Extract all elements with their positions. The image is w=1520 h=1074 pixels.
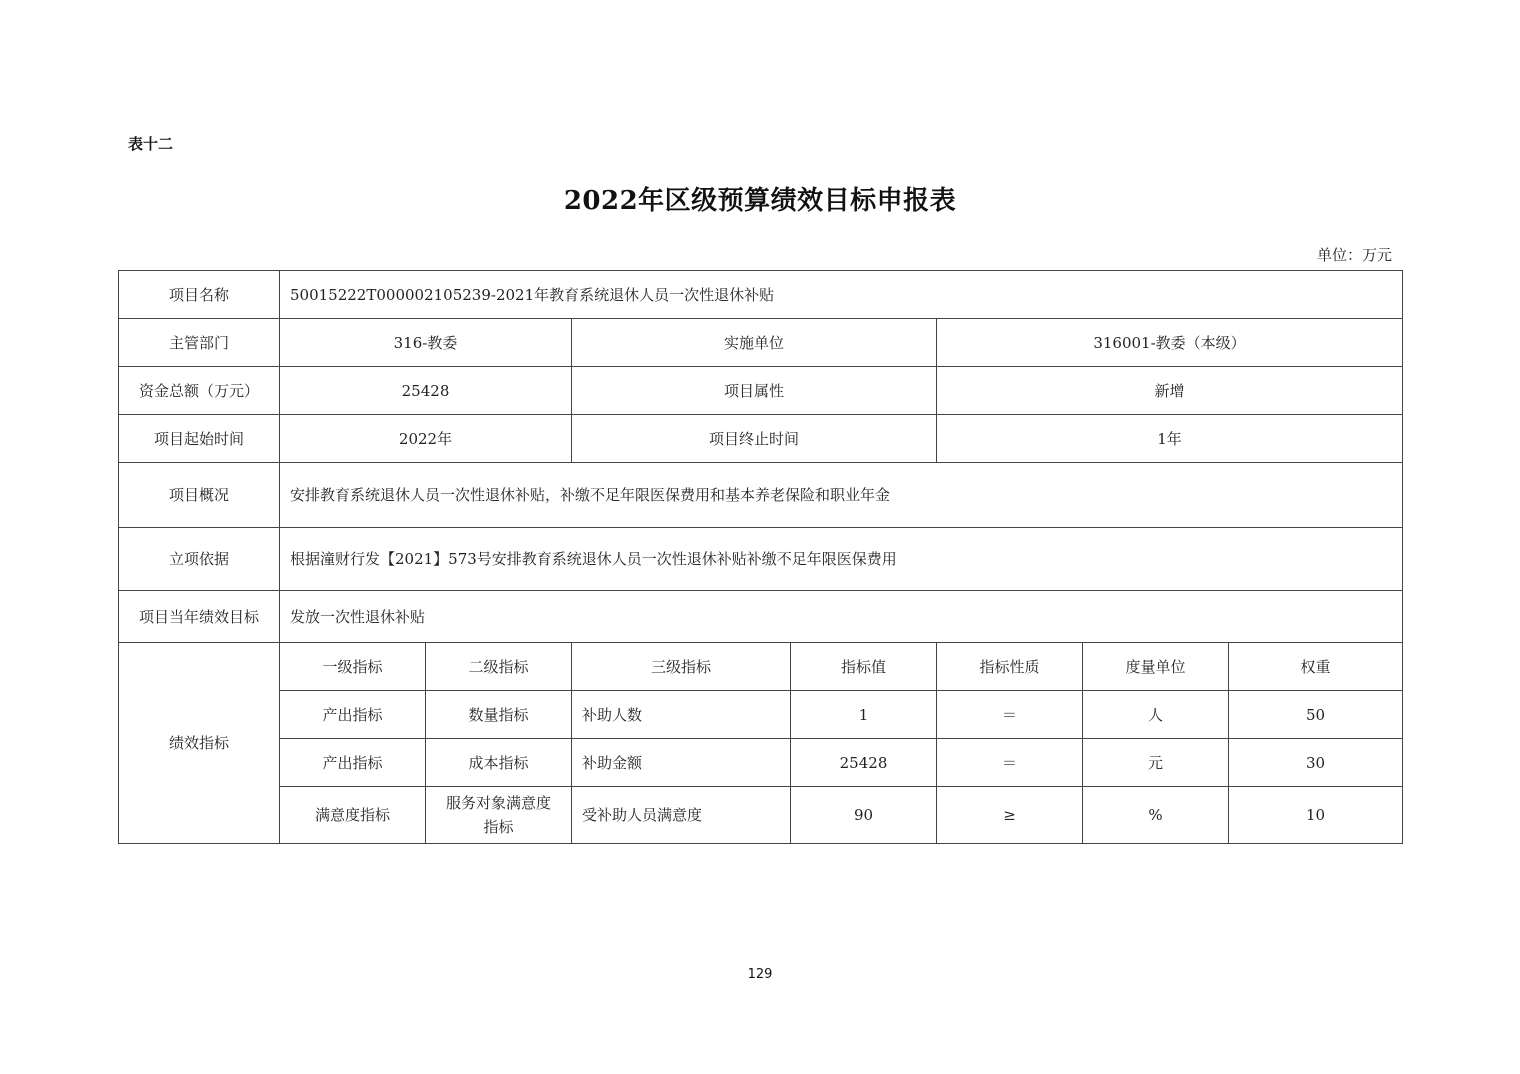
indicator-cell: 补助金额 xyxy=(572,739,791,787)
header-cell: 权重 xyxy=(1229,643,1403,691)
cell-value: 新增 xyxy=(937,367,1403,415)
indicator-cell: 服务对象满意度指标 xyxy=(426,787,572,844)
cell-value: 316-教委 xyxy=(280,319,572,367)
cell-label: 实施单位 xyxy=(572,319,937,367)
cell-value: 根据潼财行发【2021】573号安排教育系统退休人员一次性退休补贴补缴不足年限医保费用 xyxy=(280,528,1403,591)
indicator-header-row xyxy=(119,643,1403,691)
indicator-row xyxy=(119,691,1403,739)
row-basis xyxy=(119,528,1403,591)
cell-value: 2022年 xyxy=(280,415,572,463)
indicator-cell: 产出指标 xyxy=(280,739,426,787)
row-project-name xyxy=(119,271,1403,319)
row-overview xyxy=(119,463,1403,528)
unit-note: 单位：万元 xyxy=(1316,246,1392,264)
cell-label: 主管部门 xyxy=(119,319,280,367)
indicator-cell: ＝ xyxy=(937,691,1083,739)
cell-value: 25428 xyxy=(280,367,572,415)
indicator-cell: ＝ xyxy=(937,739,1083,787)
indicator-cell: 成本指标 xyxy=(426,739,572,787)
header-cell: 指标值 xyxy=(791,643,937,691)
row-period xyxy=(119,415,1403,463)
indicator-cell: 数量指标 xyxy=(426,691,572,739)
cell-value: 发放一次性退休补贴 xyxy=(280,591,1403,643)
header-cell: 二级指标 xyxy=(426,643,572,691)
row-funds xyxy=(119,367,1403,415)
cell-label: 项目名称 xyxy=(119,271,280,319)
indicator-cell: 25428 xyxy=(791,739,937,787)
indicator-cell: 受补助人员满意度 xyxy=(572,787,791,844)
indicator-cell: 1 xyxy=(791,691,937,739)
indicator-row xyxy=(119,787,1403,844)
cell-label: 项目终止时间 xyxy=(572,415,937,463)
page-number: 129 xyxy=(747,967,773,982)
header-cell: 指标性质 xyxy=(937,643,1083,691)
indicator-cell: 元 xyxy=(1083,739,1229,787)
header-cell: 一级指标 xyxy=(280,643,426,691)
indicator-cell: 补助人数 xyxy=(572,691,791,739)
cell-label: 资金总额（万元） xyxy=(119,367,280,415)
cell-label: 项目概况 xyxy=(119,463,280,528)
cell-value: 安排教育系统退休人员一次性退休补贴，补缴不足年限医保费用和基本养老保险和职业年金 xyxy=(280,463,1403,528)
header-cell: 度量单位 xyxy=(1083,643,1229,691)
cell-label: 立项依据 xyxy=(119,528,280,591)
cell-label: 项目属性 xyxy=(572,367,937,415)
cell-label: 项目当年绩效目标 xyxy=(119,591,280,643)
header-cell: 三级指标 xyxy=(572,643,791,691)
indicator-cell: 10 xyxy=(1229,787,1403,844)
indicator-row xyxy=(119,739,1403,787)
cell-value: 316001-教委（本级） xyxy=(937,319,1403,367)
indicator-cell: % xyxy=(1083,787,1229,844)
cell-value: 50015222T000002105239-2021年教育系统退休人员一次性退休补贴 xyxy=(280,271,1403,319)
indicator-cell: 50 xyxy=(1229,691,1403,739)
indicator-cell: 30 xyxy=(1229,739,1403,787)
cell-value: 1年 xyxy=(937,415,1403,463)
indicator-section-label: 绩效指标 xyxy=(119,643,280,844)
cell-label: 项目起始时间 xyxy=(119,415,280,463)
indicator-cell: ≥ xyxy=(937,787,1083,844)
indicator-cell: 满意度指标 xyxy=(280,787,426,844)
budget-goal-table xyxy=(118,270,1403,844)
row-department xyxy=(119,319,1403,367)
indicator-cell: 90 xyxy=(791,787,937,844)
page-title: 2022年区级预算绩效目标申报表 xyxy=(563,186,957,216)
indicator-cell: 产出指标 xyxy=(280,691,426,739)
table-number: 表十二 xyxy=(128,135,174,153)
row-goal xyxy=(119,591,1403,643)
indicator-cell: 人 xyxy=(1083,691,1229,739)
